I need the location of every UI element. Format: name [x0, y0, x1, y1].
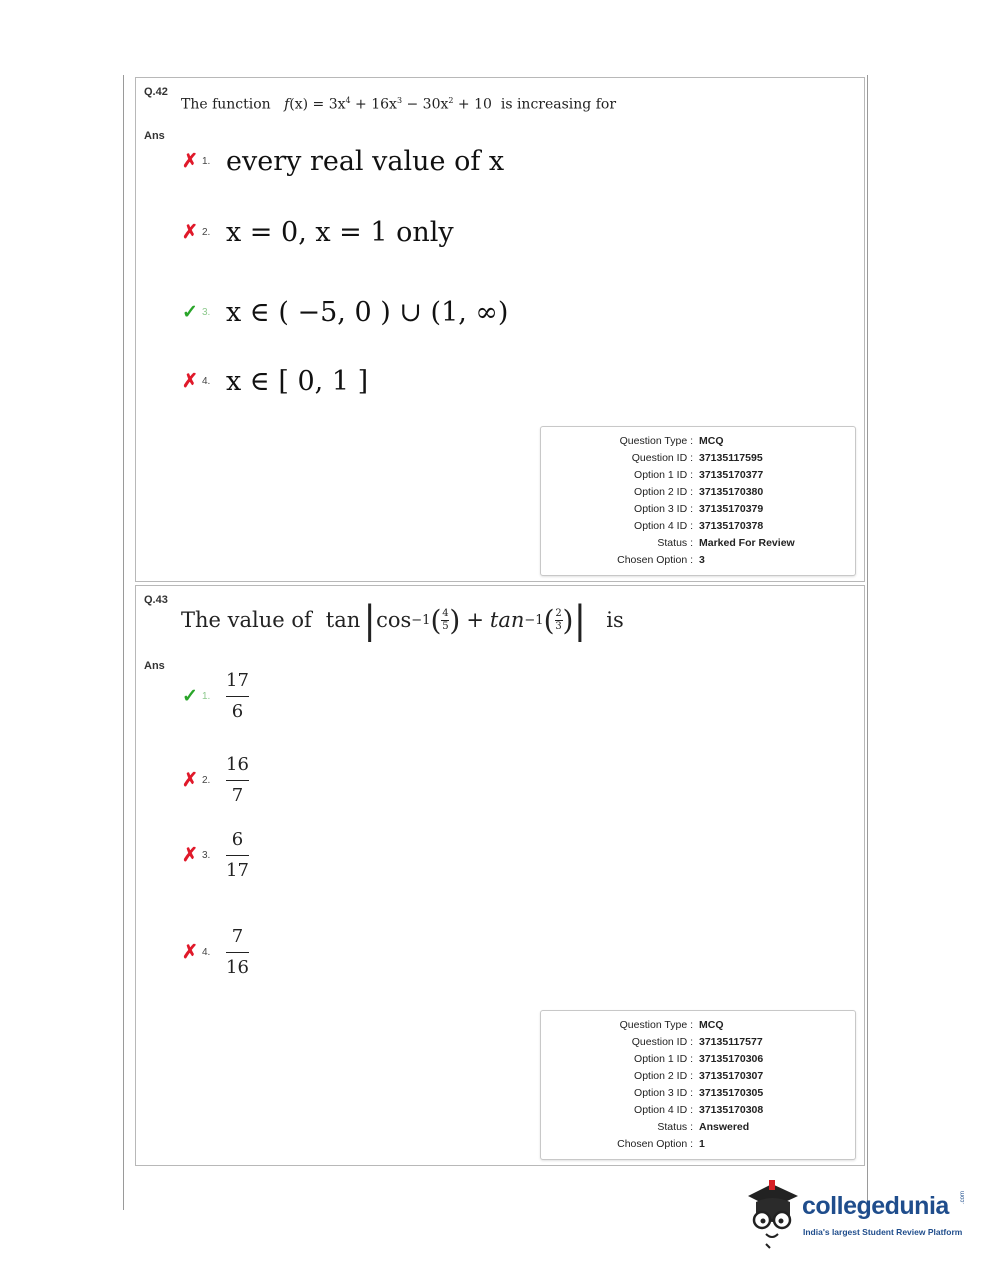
stem-tan2: tan — [489, 608, 525, 632]
stem-tan: tan — [325, 608, 361, 632]
question-block-43 — [135, 585, 865, 1166]
option-number: 1. — [202, 156, 211, 167]
option-4 — [181, 366, 368, 397]
right-margin-line — [867, 75, 868, 1210]
option-fraction: $\frac{16}{7}$ — [226, 754, 249, 806]
stem-p2: 3 — [396, 96, 403, 105]
stem-t2: + 16x — [350, 96, 397, 113]
stem-f: f — [284, 96, 290, 113]
option-4 — [181, 928, 249, 977]
paren-close: ) — [449, 603, 461, 637]
stem-prefix: The function — [181, 96, 271, 113]
option-text: every real value of x — [226, 146, 505, 177]
stem-plus: + — [466, 608, 484, 632]
option-number: 4. — [202, 376, 211, 387]
stem-fx: (x) = 3x — [289, 96, 346, 113]
paren-close: ) — [562, 603, 574, 637]
bracket-close: | — [573, 598, 587, 642]
option-number: 1. — [202, 691, 211, 702]
wrong-icon: ✗ — [182, 770, 198, 791]
question-info-panel: Question Type : MCQ Question ID : 37135117595 Option 1 ID : 37135170377 Option 2 ID : 37135170380 Option 3 ID : 37135170379 Option 4 ID : 37135170378 Status : Marked For Review Chosen Option : 3 — [540, 426, 856, 576]
logo-suffix: .com — [960, 1190, 966, 1204]
fraction-4-5: 4 5 — [442, 607, 449, 632]
question-stem — [181, 96, 616, 113]
stem-cos: cos — [376, 608, 412, 632]
option-2 — [181, 756, 249, 805]
question-number: Q.42 — [144, 86, 168, 98]
correct-check-icon: ✓ — [182, 686, 198, 707]
paren-open: ( — [430, 603, 442, 637]
ans-label: Ans — [144, 130, 165, 142]
mascot-icon — [742, 1178, 804, 1250]
question-block-42 — [135, 77, 865, 582]
option-fraction: $\frac{6}{17}$ — [226, 829, 249, 881]
stem-p3: 2 — [448, 96, 454, 105]
wrong-icon: ✗ — [182, 151, 198, 172]
stem-inv: −1 — [411, 612, 431, 628]
fraction-2-3: 2 3 — [555, 607, 562, 632]
option-text: x ∈ [ 0, 1 ] — [226, 366, 369, 397]
option-fraction: $\frac{7}{16}$ — [226, 926, 249, 978]
option-number: 3. — [202, 307, 211, 318]
correct-check-icon: ✓ — [182, 302, 198, 323]
stem-inv2: −1 — [524, 612, 544, 628]
option-3 — [181, 831, 249, 880]
question-number: Q.43 — [144, 594, 168, 606]
ans-label: Ans — [144, 660, 165, 672]
left-margin-line — [123, 75, 124, 1210]
stem-t3: − 30x — [402, 96, 449, 113]
option-number: 4. — [202, 947, 211, 958]
option-text: x ∈ ( −5, 0 ) ∪ (1, ∞) — [226, 297, 509, 328]
option-number: 2. — [202, 775, 211, 786]
wrong-icon: ✗ — [182, 942, 198, 963]
stem-p1: 4 — [345, 96, 351, 105]
logo-tagline: India's largest Student Review Platform — [803, 1227, 963, 1237]
wrong-icon: ✗ — [182, 222, 198, 243]
option-number: 2. — [202, 227, 211, 238]
wrong-icon: ✗ — [182, 845, 198, 866]
logo-wordmark: collegedunia — [802, 1192, 949, 1220]
stem-t4: + 10 — [453, 96, 492, 113]
question-stem — [181, 598, 624, 642]
collegedunia-logo — [742, 1178, 972, 1250]
option-1 — [181, 146, 504, 177]
option-1 — [181, 672, 249, 721]
bracket-open: | — [363, 598, 377, 642]
option-2 — [181, 217, 454, 248]
option-text: x = 0, x = 1 only — [226, 217, 454, 248]
option-3 — [181, 297, 508, 328]
paren-open: ( — [543, 603, 555, 637]
option-number: 3. — [202, 850, 211, 861]
stem-suffix: is increasing for — [500, 96, 617, 113]
stem-prefix: The value of — [181, 608, 312, 632]
question-info-panel: Question Type : MCQ Question ID : 37135117577 Option 1 ID : 37135170306 Option 2 ID : 37135170307 Option 3 ID : 37135170305 Option 4 ID : 37135170308 Status : Answered Chosen Option : 1 — [540, 1010, 856, 1160]
wrong-icon: ✗ — [182, 371, 198, 392]
stem-suffix: is — [606, 608, 624, 632]
option-fraction: $\frac{17}{6}$ — [226, 670, 249, 722]
